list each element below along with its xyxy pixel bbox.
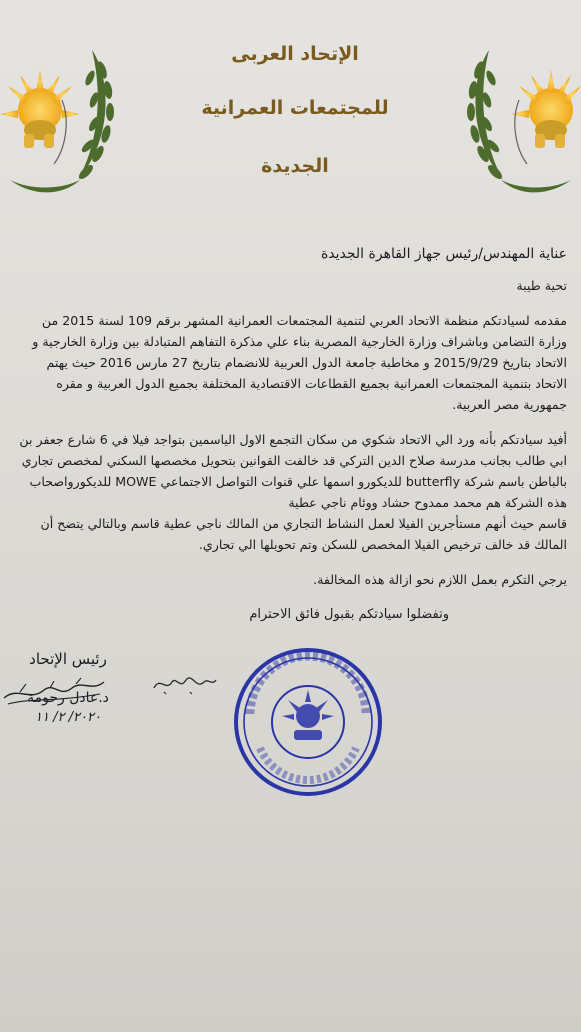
letterhead-line-2: للمجتمعات العمرانية <box>201 96 389 119</box>
handwritten-signature <box>0 672 110 712</box>
closing-line: وتفضلوا سيادتكم بقبول فائق الاحترام <box>249 607 449 622</box>
signatory-title: رئيس الإتحاد <box>29 650 107 668</box>
union-logo-left <box>0 30 120 200</box>
request-line: يرجي التكرم بعمل اللازم نحو ازالة هذه المخالفة. <box>313 572 567 587</box>
paragraph-owner: قاسم حيث أنهم مستأجرين الفيلا لعمل النشاط التجاري من المالك ناجي عطية قاسم وبالتالي يتضح أن المالك قد خالف ترخيص الفيلا المخصص للسكن وتم تحويلها الي تجاري. <box>40 516 567 552</box>
greeting-line: تحية طيبة <box>516 278 567 293</box>
addressee-line: عناية المهندس/رئيس جهاز القاهرة الجديدة <box>320 246 567 262</box>
signature-date: ٢٠٢٠/ ٢/ ١١ <box>35 710 101 725</box>
paragraph-complaint: أفيد سيادتكم بأنه ورد الي الاتحاد شكوي من سكان التجمع الاول الياسمين بتواجد فيلا في 6 شارع جعفر بن ابي طالب بجانب مدرسة صلاح الدين التركي قد خالفت القوانين بتحويل مخصصها السكني لمخصص تجاري بالباطن باسم شركة butterfly للديكورو اسمها علي قنوات التواصل الاجتماعي MOWE للديكورواصحاب هذه الشركة هم محمد ممدوح حشاد ووئام ناجي عطية <box>19 432 567 510</box>
union-logo-right <box>461 30 581 200</box>
letterhead-line-1: الإتحاد العربى <box>231 43 359 65</box>
paragraph-intro: مقدمه لسيادتكم منظمة الاتحاد العربي لتنمية المجتمعات العمرانية المشهر برقم 109 لسنة 2015 من وزارة التضامن وباشراف وزارة الخارجية المصرية بناء علي مذكرة التفاهم المتبادلة بين وزارة الخارجية و الاتحاد بتاريخ 2015/9/29 و مخاطبة جامعة الدول العربية للانضمام بتاريخ 27 مارس 2016 حيث يهتم الاتحاد بتنمية المجتمعات العمرانية بجميع القطاعات الاقتصادية المختلفة بجميع الدول العربية و مقره جمهورية مصر العربية. <box>32 313 567 412</box>
signatory-name: د.عادل رحومة <box>27 690 109 706</box>
letter-body <box>18 244 567 625</box>
letterhead-title <box>150 40 440 178</box>
handwritten-note <box>150 668 220 698</box>
letterhead-line-3: الجديدة <box>261 154 329 177</box>
official-stamp <box>230 644 386 800</box>
